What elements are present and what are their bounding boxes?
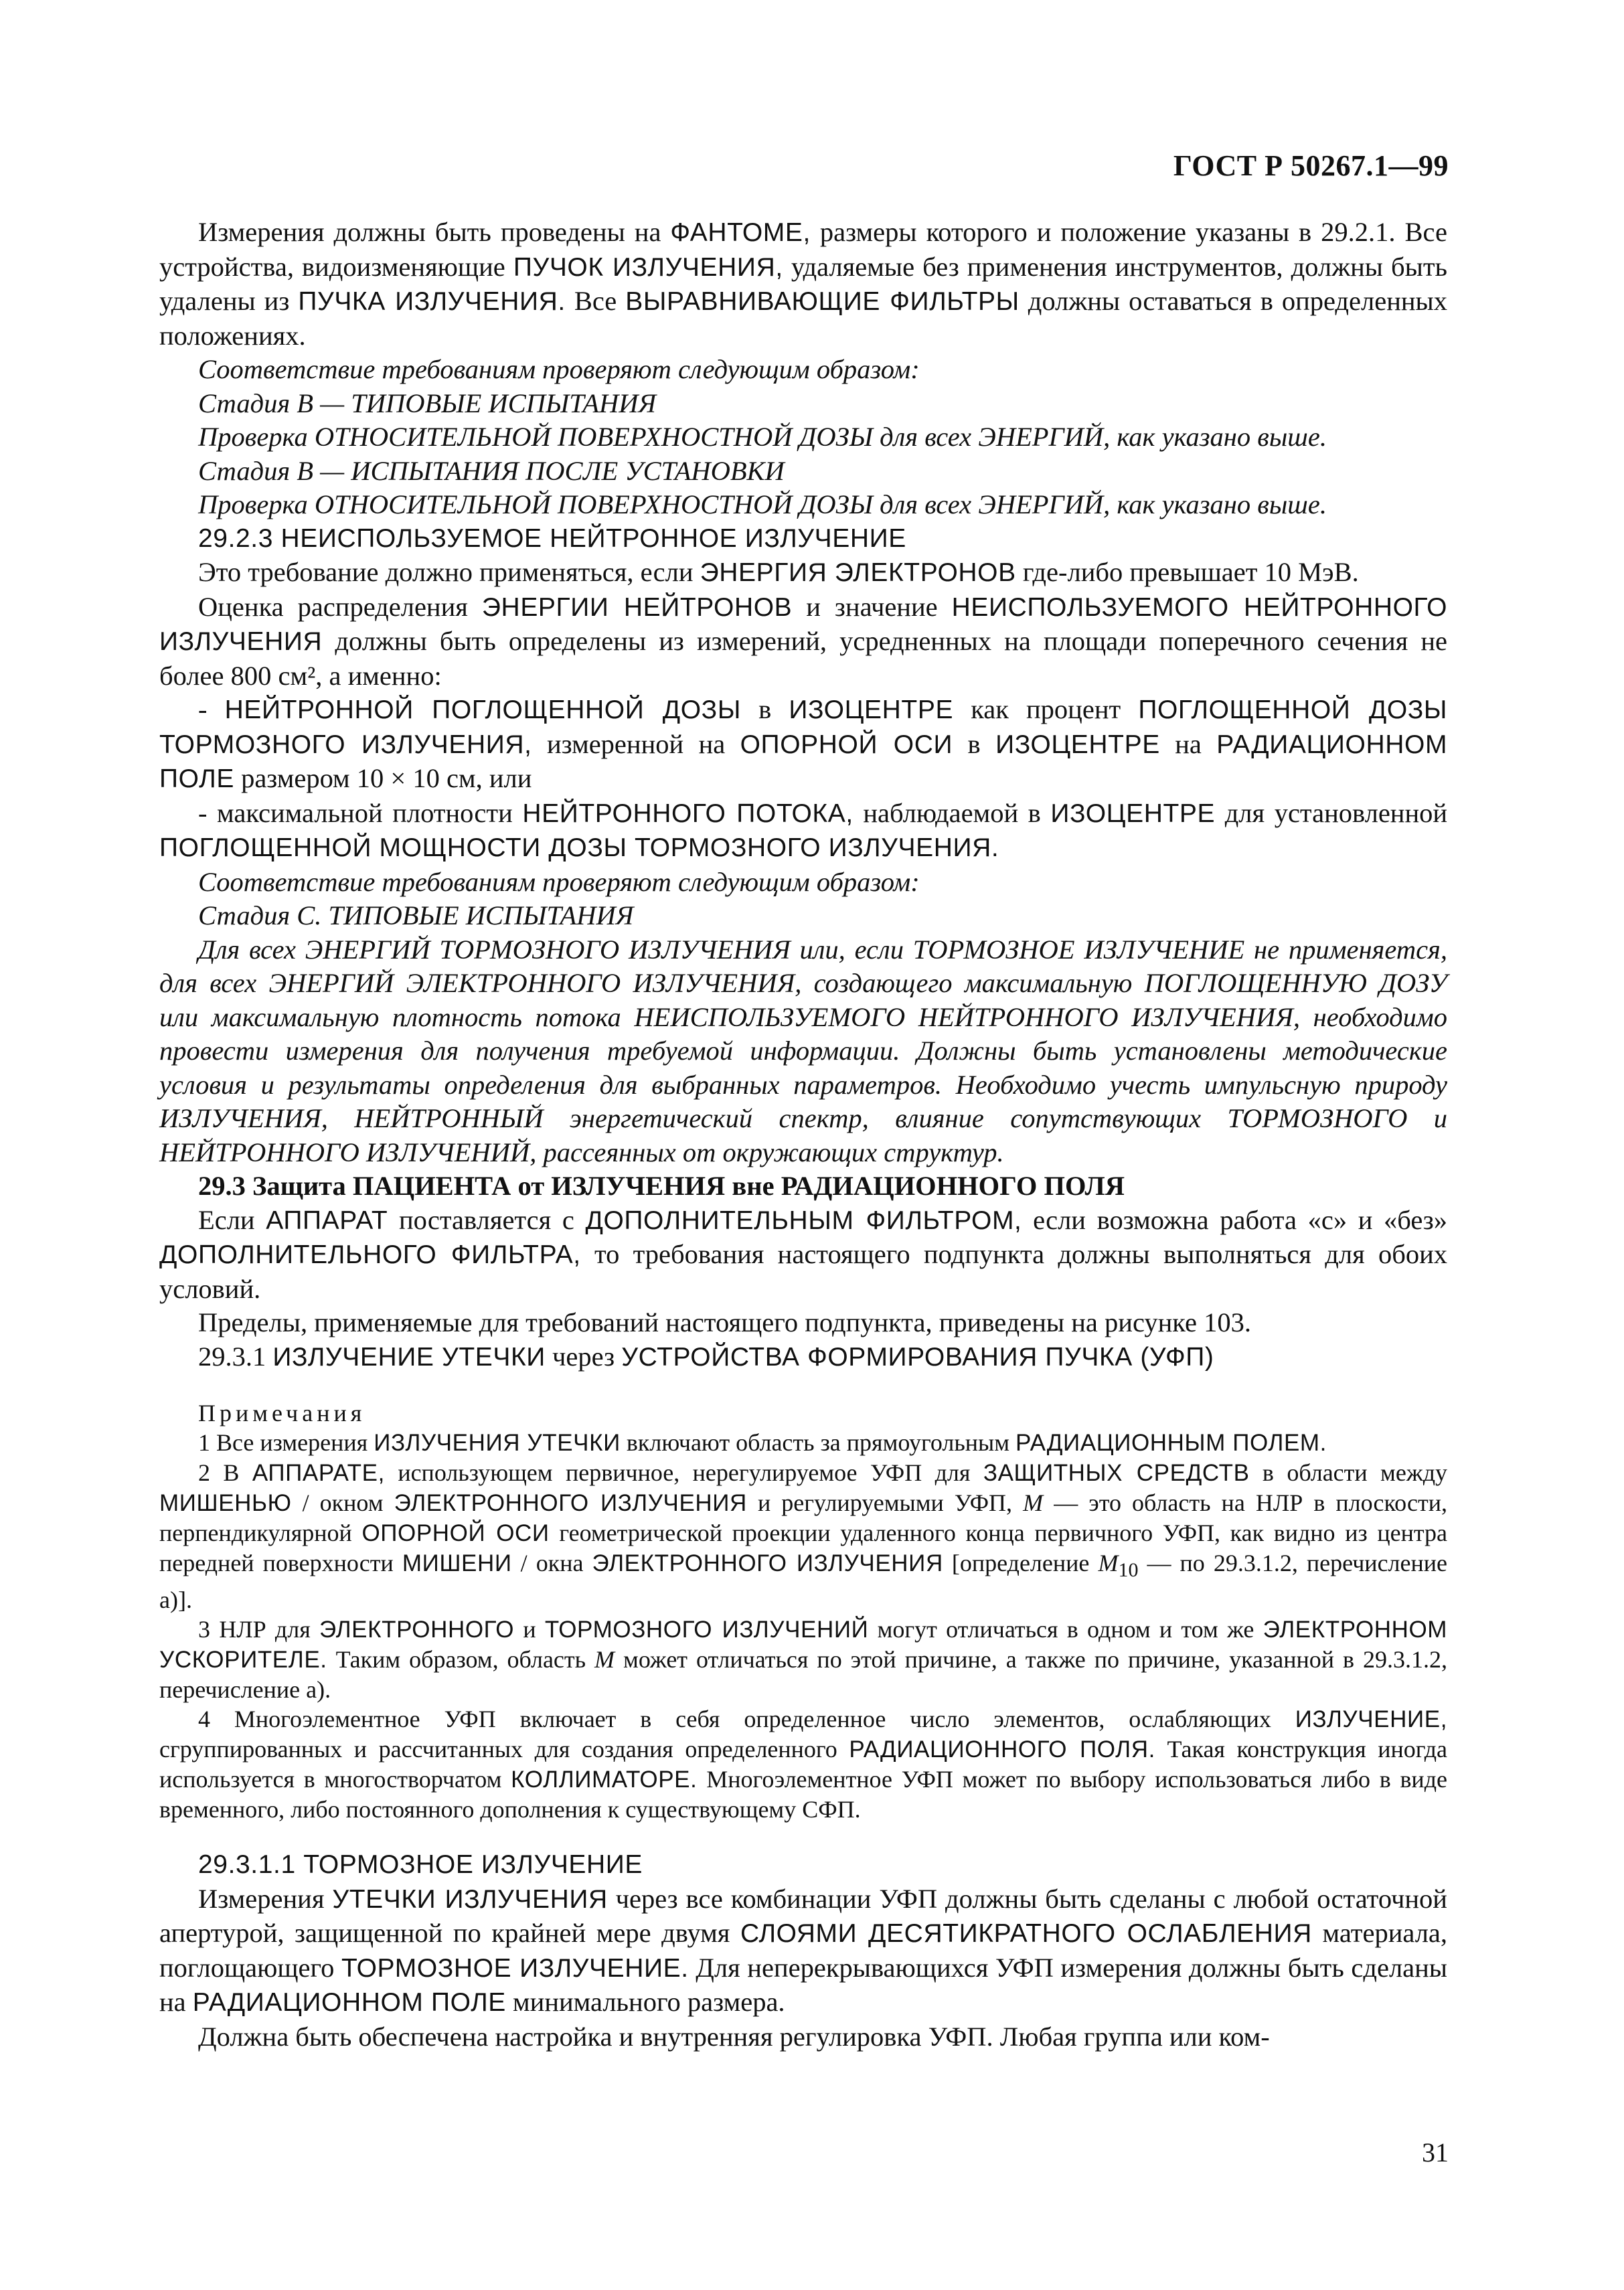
paragraph-stage-c: Для всех ЭНЕРГИЙ ТОРМОЗНОГО ИЗЛУЧЕНИЯ или, если ТОРМОЗНОЕ ИЗЛУЧЕНИЕ не применяется, для всех ЭНЕРГИЙ ЭЛЕКТРОННОГО ИЗЛУЧЕНИЯ, создающего максимальную ПОГЛОЩЕННУЮ ДОЗУ или максимальную плотность потока НЕИСПОЛЬЗУЕМОГО НЕЙТРОННОГО ИЗЛУЧЕНИЯ, необходимо провести измерения для получения требуемой информации. Должны быть установлены методические условия и результаты определения для выбранных параметров. Необходимо учесть импульсную природу ИЗЛУЧЕНИЯ, НЕЙТРОННЫЙ энергетический спектр, влияние сопутствующих ТОРМОЗНОГО и НЕЙТРОННОГО ИЗЛУЧЕНИЙ, рассеянных от окружающих структур. [159,934,1447,1167]
check-surface-dose-1: Проверка ОТНОСИТЕЛЬНОЙ ПОВЕРХНОСТНОЙ ДОЗЫ для всех ЭНЕРГИЙ, как указано выше. [198,422,1327,452]
paragraph-additional-filter: Если АППАРАТ поставляется с ДОПОЛНИТЕЛЬНЫМ ФИЛЬТРОМ, если возможна работа «с» и «без» ДОПОЛНИТЕЛЬНОГО ФИЛЬТРА, то требования настоящего подпункта должны выполняться для обоих условий. [159,1204,1448,1304]
check-surface-dose-2: Проверка ОТНОСИТЕЛЬНОЙ ПОВЕРХНОСТНОЙ ДОЗЫ для всех ЭНЕРГИЙ, как указано выше. [198,489,1327,519]
paragraph-electron-energy: Это требование должно применяться, если ЭНЕРГИЯ ЭЛЕКТРОНОВ где-либо превышает 10 МэВ. [198,557,1359,587]
heading-29-3: 29.3 Защита ПАЦИЕНТА от ИЗЛУЧЕНИЯ вне РАДИАЦИОННОГО ПОЛЯ [198,1171,1125,1201]
notes-title: Примечания [198,1400,366,1426]
spacer [159,1824,1447,1848]
note-1: 1 Все измерения ИЗЛУЧЕНИЯ УТЕЧКИ включают область за прямоугольным РАДИАЦИОННЫМ ПОЛЕМ. [198,1429,1327,1456]
stage-b-site-tests: Стадия В — ИСПЫТАНИЯ ПОСЛЕ УСТАНОВКИ [198,455,785,486]
heading-29-2-3: 29.2.3 НЕИСПОЛЬЗУЕМОЕ НЕЙТРОННОЕ ИЗЛУЧЕНИЕ [198,523,906,553]
stage-b-type-tests: Стадия В — ТИПОВЫЕ ИСПЫТАНИЯ [198,388,657,418]
compliance-line: Соответствие требованиям проверяют следующим образом: [198,354,920,384]
heading-29-3-1-1: 29.3.1.1 ТОРМОЗНОЕ ИЗЛУЧЕНИЕ [198,1850,643,1880]
paragraph-limits: Пределы, применяемые для требований настоящего подпункта, приведены на рисунке 103. [198,1307,1251,1337]
heading-29-3-1: 29.3.1 ИЗЛУЧЕНИЕ УТЕЧКИ через УСТРОЙСТВА ФОРМИРОВАНИЯ ПУЧКА (УФП) [198,1341,1214,1372]
list-item-neutron-flux: - максимальной плотности НЕЙТРОННОГО ПОТОКА, наблюдаемой в ИЗОЦЕНТРЕ для установленной ПОГЛОЩЕННОЙ МОЩНОСТИ ДОЗЫ ТОРМОЗНОГО ИЗЛУЧЕНИЯ. [159,797,1448,862]
stage-c-type-tests: Стадия С. ТИПОВЫЕ ИСПЫТАНИЯ [198,900,634,930]
page-number: 31 [1422,2137,1449,2168]
paragraph-adjustment: Должна быть обеспечена настройка и внутренняя регулировка УФП. Любая группа или ком- [198,2021,1270,2052]
paragraph-neutron-estimate: Оценка распределения ЭНЕРГИИ НЕЙТРОНОВ и значение НЕИСПОЛЬЗУЕМОГО НЕЙТРОННОГО ИЗЛУЧЕНИЯ должны быть определены из измерений, усредненных на площади поперечного сечения не более 800 см², а именно: [159,591,1448,691]
page-body [159,216,1447,2054]
list-item-neutron-dose: - НЕЙТРОННОЙ ПОГЛОЩЕННОЙ ДОЗЫ в ИЗОЦЕНТРЕ как процент ПОГЛОЩЕННОЙ ДОЗЫ ТОРМОЗНОГО ИЗЛУЧЕНИЯ, измеренной на ОПОРНОЙ ОСИ в ИЗОЦЕНТРЕ на РАДИАЦИОННОМ ПОЛЕ размером 10 × 10 см, или [159,694,1448,793]
standard-header: ГОСТ Р 50267.1—99 [1173,149,1449,182]
notes-block [159,1398,1447,1824]
paragraph-leakage: Измерения УТЕЧКИ ИЗЛУЧЕНИЯ через все комбинации УФП должны быть сделаны с любой остаточной апертурой, защищенной по крайней мере двумя СЛОЯМИ ДЕСЯТИКРАТНОГО ОСЛАБЛЕНИЯ материала, поглощающего ТОРМОЗНОЕ ИЗЛУЧЕНИЕ. Для неперекрывающихся УФП измерения должны быть сделаны на РАДИАЦИОННОМ ПОЛЕ минимального размера. [159,1883,1448,2018]
paragraph-phantom: Измерения должны быть проведены на ФАНТОМЕ, размеры которого и положение указаны в 29.2.1. Все устройства, видоизменяющие ПУЧОК ИЗЛУЧЕНИЯ, удаляемые без применения инструментов, должны быть удалены из ПУЧКА ИЗЛУЧЕНИЯ. Все ВЫРАВНИВАЮЩИЕ ФИЛЬТРЫ должны оставаться в определенных положениях. [159,217,1448,351]
compliance-line-2: Соответствие требованиям проверяют следующим образом: [198,866,920,897]
note-3: 3 НЛР для ЭЛЕКТРОННОГО и ТОРМОЗНОГО ИЗЛУЧЕНИЙ могут отличаться в одном и том же ЭЛЕКТРОННОМ УСКОРИТЕЛЕ. Таким образом, область M может отличаться по этой причине, а также по причине, указанной в 29.3.1.2, перечисление а). [159,1616,1448,1704]
note-2: 2 В АППАРАТЕ, использующем первичное, нерегулируемое УФП для ЗАЩИТНЫХ СРЕДСТВ в области между МИШЕНЬЮ / окном ЭЛЕКТРОННОГО ИЗЛУЧЕНИЯ и регулируемыми УФП, M — это область на НЛР в плоскости, перпендикулярной ОПОРНОЙ ОСИ геометрической проекции удаленного конца первичного УФП, как видно из центра передней поверхности МИШЕНИ / окна ЭЛЕКТРОННОГО ИЗЛУЧЕНИЯ [определение $M_{10}$ — по 29.3.1.2, перечисление а)]. [159,1459,1448,1614]
note-4: 4 Многоэлементное УФП включает в себя определенное число элементов, ослабляющих ИЗЛУЧЕНИЕ, сгруппированных и рассчитанных для создания определенного РАДИАЦИОННОГО ПОЛЯ. Такая конструкция иногда используется в многостворчатом КОЛЛИМАТОРЕ. Многоэлементное УФП может по выбору использоваться либо в виде временного, либо постоянного дополнения к существующему СФП. [159,1706,1448,1823]
spacer [159,1374,1447,1398]
